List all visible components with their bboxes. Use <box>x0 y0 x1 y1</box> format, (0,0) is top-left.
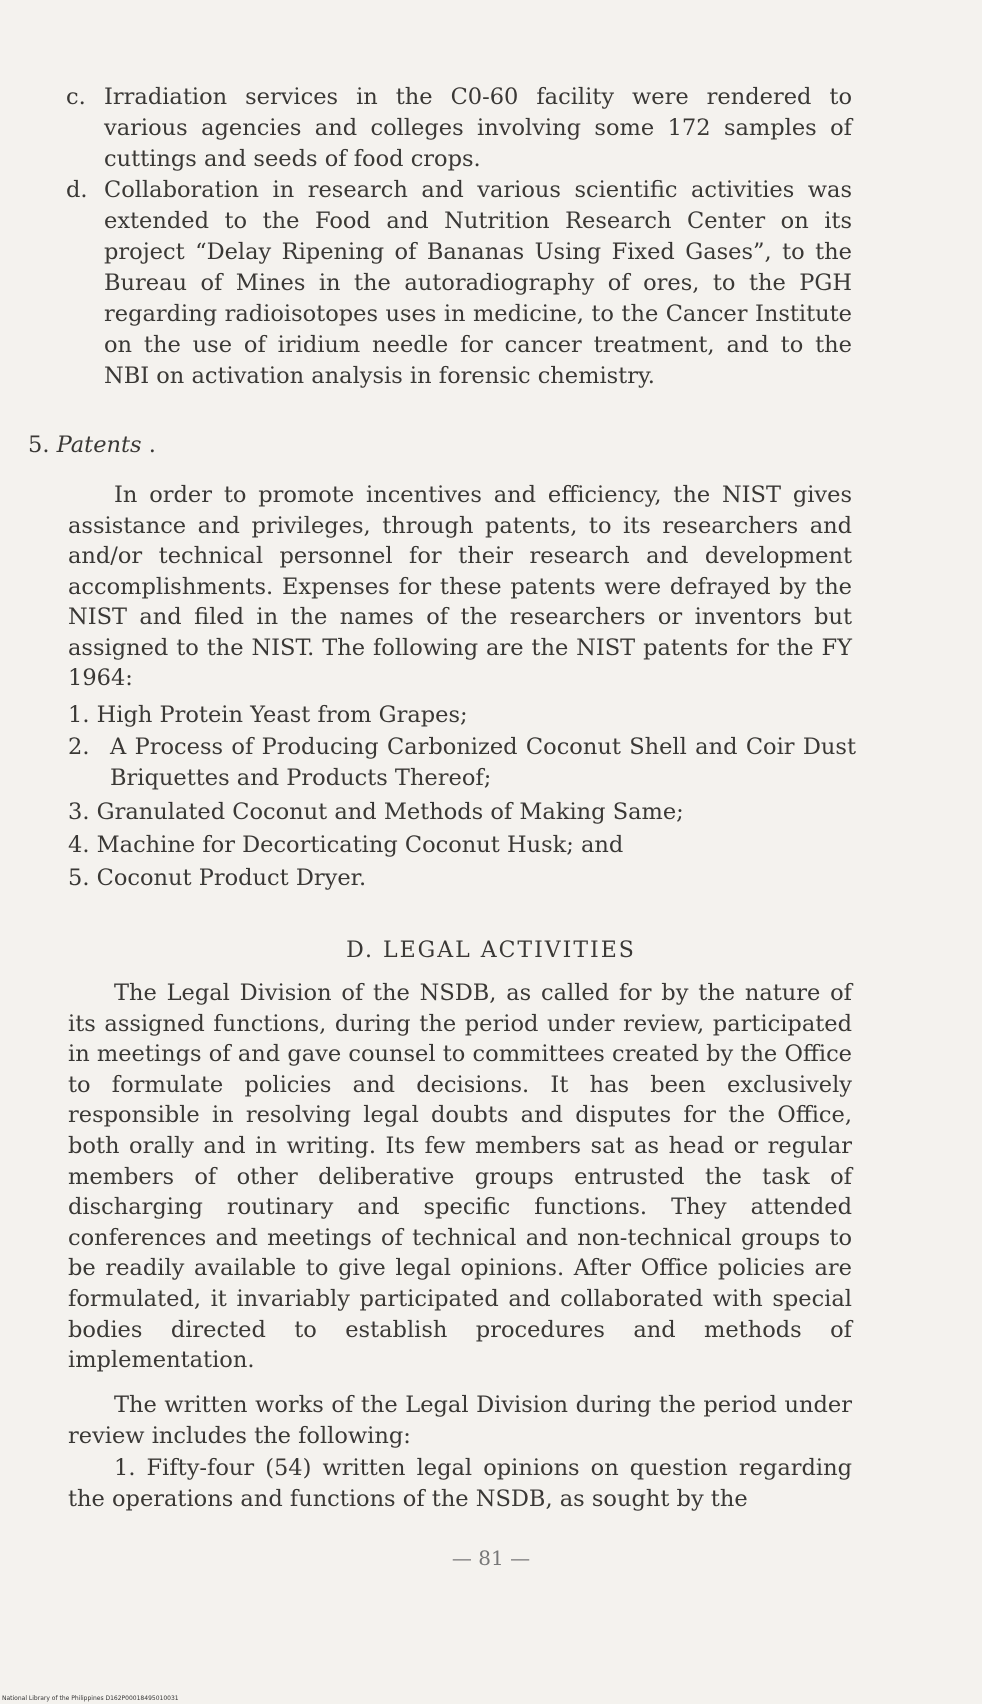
patent-number: 4. <box>68 832 90 858</box>
section-5-title: Patents <box>56 432 142 458</box>
item-d-text: Collaboration in research and various scientific activities was extended to the Food and Nutrition Research Center on its project “Delay Ripening of Bananas Using Fixed Gases”, to the Bureau of Mines in the autoradiography of ores, to the PGH regarding radioisotopes uses in medicine, to the Cancer Institute on the use of iridium needle for cancer treatment, and to the NBI on activation analysis in forensic chemistry. <box>104 177 852 389</box>
legal-paragraph-1: The Legal Division of the NSDB, as called for by the nature of its assigned functions, during the period under review, participated in meetings of and gave counsel to committees created by the Office to formulate policies and decisions. It has been exclusively responsible in resolving legal doubts and disputes for the Office, both orally and in writing. Its few members sat as head or regular members of other deliberative groups entrusted the task of discharging routinary and specific functions. They attended conferences and meetings of technical and non-technical groups to be readily available to give legal opinions. After Office policies are formulated, it invariably participated and collaborated with special bodies directed to establish procedures and methods of implementation. <box>68 980 852 1374</box>
item-c-text: Irradiation services in the C0-60 facility were rendered to various agencies and colleges involving some 172 samples of cuttings and seeds of food crops. <box>104 84 852 172</box>
patent-text: Machine for Decorticating Coconut Husk; and <box>96 832 624 858</box>
patents-paragraph: In order to promote incentives and efficiency, the NIST gives assistance and privileges, through patents, to its researchers and and/or technical personnel for their research and development accomplishments. Expenses for these patents were defrayed by the NIST and filed in the names of the researchers or inventors but assigned to the NIST. The following are the NIST patents for the FY 1964: <box>68 482 852 691</box>
patent-item <box>68 830 858 861</box>
patent-number: 5. <box>68 865 90 891</box>
section-5-title-suffix: . <box>141 432 156 458</box>
patent-item <box>68 700 858 731</box>
patent-number: 3. <box>68 799 90 825</box>
section-d-heading: D. LEGAL ACTIVITIES <box>346 938 636 963</box>
patent-text: Granulated Coconut and Methods of Making Same; <box>96 799 684 825</box>
patent-item <box>68 732 858 794</box>
footer-source: National Library of the Philippines D162P00018495010031 <box>2 1695 179 1702</box>
section-5-number: 5. <box>28 432 50 458</box>
patent-number: 2. <box>68 734 90 760</box>
patent-text: Coconut Product Dryer. <box>96 865 367 891</box>
patent-item <box>68 797 858 828</box>
patent-item <box>68 863 858 894</box>
page-number: — 81 — <box>451 1546 531 1570</box>
patent-number: 1. <box>68 702 90 728</box>
patent-text: A Process of Producing Carbonized Coconut Shell and Coir Dust Briquettes and Products Thereof; <box>110 734 856 791</box>
section-5-heading <box>28 430 156 461</box>
legal-paragraph-3: 1. Fifty-four (54) written legal opinions on question regarding the operations and functions of the NSDB, as sought by the <box>68 1455 852 1512</box>
legal-paragraph-2: The written works of the Legal Division during the period under review includes the following: <box>68 1392 852 1449</box>
patent-text: High Protein Yeast from Grapes; <box>96 702 468 728</box>
item-d-marker: d. <box>66 177 88 203</box>
item-c-marker: c. <box>66 84 86 110</box>
